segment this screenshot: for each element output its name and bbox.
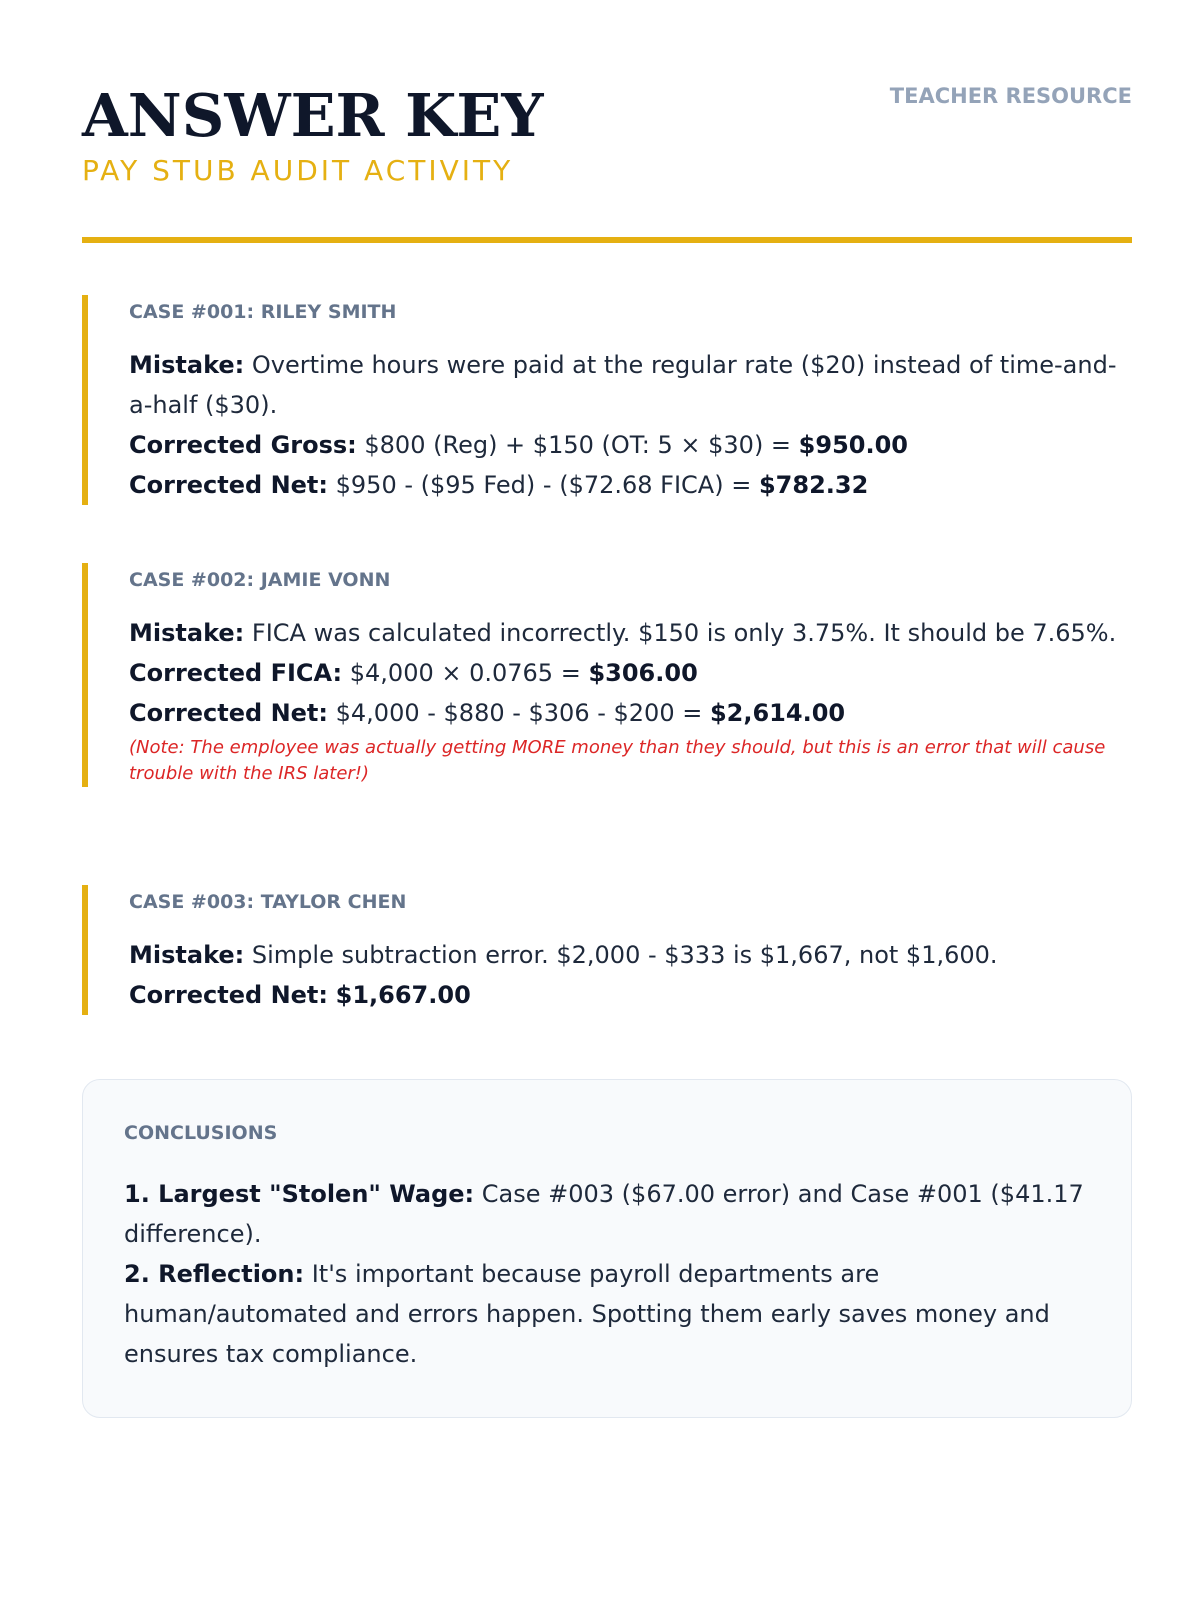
corrected-gross-line — [129, 425, 1132, 465]
corrected-net-value: $1,667.00 — [335, 981, 471, 1009]
conclusion-item-2 — [124, 1254, 1091, 1374]
case-body — [129, 345, 1132, 505]
corrected-net-calc: $4,000 - $880 - $306 - $200 = — [328, 699, 710, 727]
corrected-fica-label: Corrected FICA: — [129, 659, 343, 687]
corrected-fica-line — [129, 653, 1132, 693]
header-divider — [82, 237, 1132, 243]
mistake-line — [129, 345, 1132, 425]
resource-tag: TEACHER RESOURCE — [889, 84, 1132, 108]
corrected-net-line — [129, 465, 1132, 505]
corrected-gross-calc: $800 (Reg) + $150 (OT: 5 × $30) = — [356, 431, 799, 459]
mistake-label: Mistake: — [129, 351, 245, 379]
conclusion-item-2-text: It's important because payroll departments are human/automated and errors happen. Spotting them early saves money and ensures tax compliance. — [124, 1260, 1050, 1368]
corrected-net-label: Corrected Net: — [129, 981, 328, 1009]
page-subtitle: PAY STUB AUDIT ACTIVITY — [82, 154, 514, 187]
conclusions-body — [124, 1174, 1091, 1374]
mistake-text: Overtime hours were paid at the regular rate ($20) instead of time-and-a-half ($30). — [129, 351, 1117, 419]
corrected-fica-calc: $4,000 × 0.0765 = — [342, 659, 589, 687]
conclusions-panel — [82, 1079, 1132, 1418]
mistake-label: Mistake: — [129, 619, 245, 647]
case-body — [129, 935, 1132, 1015]
mistake-line — [129, 613, 1132, 653]
page-title: ANSWER KEY — [82, 81, 544, 150]
corrected-gross-label: Corrected Gross: — [129, 431, 357, 459]
case-body — [129, 613, 1132, 787]
mistake-text: FICA was calculated incorrectly. $150 is only 3.75%. It should be 7.65%. — [244, 619, 1117, 647]
mistake-text: Simple subtraction error. $2,000 - $333 is $1,667, not $1,600. — [244, 941, 998, 969]
case-label: CASE #002: JAMIE VONN — [129, 569, 391, 591]
corrected-net-calc: $950 - ($95 Fed) - ($72.68 FICA) = — [328, 471, 759, 499]
corrected-net-line — [129, 693, 1132, 733]
mistake-line — [129, 935, 1132, 975]
conclusion-item-1-label: 1. Largest "Stolen" Wage: — [124, 1180, 475, 1208]
corrected-net-value: $2,614.00 — [709, 699, 846, 727]
mistake-label: Mistake: — [129, 941, 245, 969]
corrected-gross-value: $950.00 — [798, 431, 908, 459]
conclusions-label: CONCLUSIONS — [124, 1122, 278, 1144]
conclusion-item-1 — [124, 1174, 1091, 1254]
corrected-net-label: Corrected Net: — [129, 699, 328, 727]
case-label: CASE #003: TAYLOR CHEN — [129, 891, 407, 913]
conclusion-item-1-text: Case #003 ($67.00 error) and Case #001 ($41.17 difference). — [124, 1180, 1084, 1248]
case-card-002 — [82, 563, 1132, 787]
corrected-net-line — [129, 975, 1132, 1015]
corrected-fica-value: $306.00 — [588, 659, 698, 687]
case-note: (Note: The employee was actually getting MORE money than they should, but this is an error that will cause trouble with the IRS later!) — [129, 737, 1106, 784]
corrected-net-label: Corrected Net: — [129, 471, 328, 499]
case-card-003 — [82, 885, 1132, 1015]
conclusion-item-2-label: 2. Reflection: — [124, 1260, 305, 1288]
case-card-001 — [82, 295, 1132, 505]
corrected-net-value: $782.32 — [758, 471, 869, 499]
case-label: CASE #001: RILEY SMITH — [129, 301, 397, 323]
